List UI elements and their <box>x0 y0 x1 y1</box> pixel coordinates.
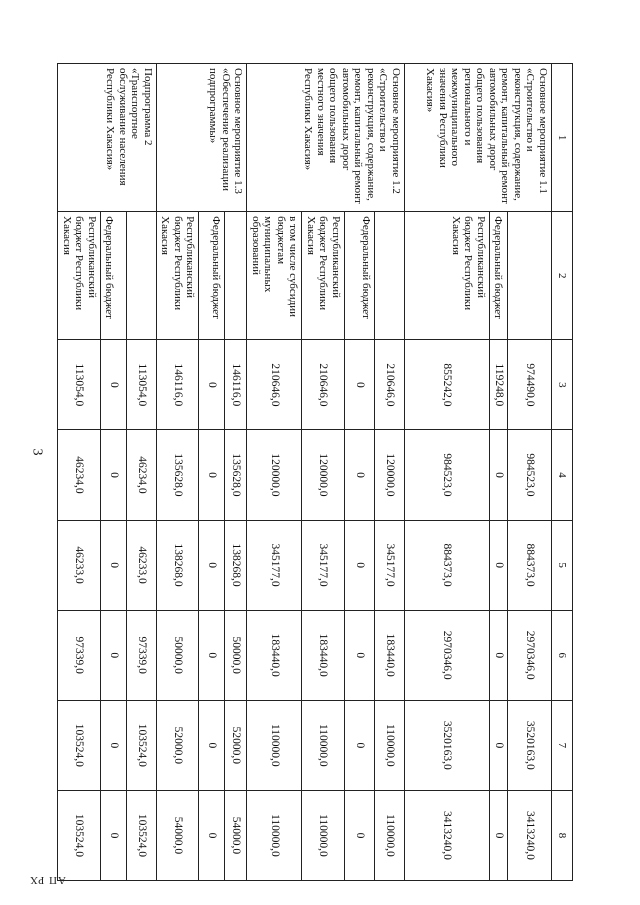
value-cell: 884373,0 <box>405 520 490 610</box>
value-cell: 0 <box>101 520 127 610</box>
value-cell: 183440,0 <box>247 610 302 700</box>
subprogram-name: Подпрограмма 2 «Транспортное обслуживание населения Республики Хакасия» <box>58 64 157 212</box>
value-cell: 52000,0 <box>157 700 200 790</box>
value-cell: 3413240,0 <box>508 790 552 880</box>
value-cell: 3520163,0 <box>405 700 490 790</box>
funding-source: Республиканский бюджет Республики Хакасия <box>157 212 200 340</box>
value-cell: 210646,0 <box>247 340 302 430</box>
value-cell: 2970346,0 <box>405 610 490 700</box>
value-cell: 984523,0 <box>508 430 552 520</box>
value-cell: 50000,0 <box>225 610 247 700</box>
value-cell: 0 <box>199 520 225 610</box>
funding-source <box>127 212 157 340</box>
value-cell: 974490,0 <box>508 340 552 430</box>
value-cell: 46234,0 <box>58 430 101 520</box>
activity-name: Основное мероприятие 1.2 «Строительство и реконструкция, содержание, ремонт, капитальный ремонт автомобильных дорог общего пользования местного значения Республики Хакасия» <box>247 64 405 212</box>
page-number: 3 <box>29 448 45 456</box>
table-row <box>508 64 552 881</box>
funding-source <box>508 212 552 340</box>
table-row <box>127 64 157 881</box>
funding-source: Федеральный бюджет <box>199 212 225 340</box>
value-cell: 0 <box>490 700 508 790</box>
value-cell: 0 <box>345 790 375 880</box>
budget-table <box>58 63 574 881</box>
value-cell: 135628,0 <box>157 430 200 520</box>
value-cell: 146116,0 <box>225 340 247 430</box>
value-cell: 110000,0 <box>247 790 302 880</box>
funding-source <box>225 212 247 340</box>
value-cell: 138268,0 <box>225 520 247 610</box>
rotated-table-container <box>61 63 573 881</box>
value-cell: 210646,0 <box>302 340 345 430</box>
value-cell: 103524,0 <box>127 790 157 880</box>
value-cell: 119248,0 <box>490 340 508 430</box>
value-cell: 0 <box>345 430 375 520</box>
value-cell: 0 <box>345 340 375 430</box>
header-col-4: 4 <box>552 430 573 520</box>
value-cell: 110000,0 <box>375 790 405 880</box>
value-cell: 0 <box>490 520 508 610</box>
value-cell: 0 <box>101 430 127 520</box>
value-cell: 46233,0 <box>127 520 157 610</box>
funding-source: Федеральный бюджет <box>490 212 508 340</box>
value-cell: 138268,0 <box>157 520 200 610</box>
value-cell: 0 <box>101 610 127 700</box>
table-row <box>225 64 247 881</box>
header-col-8: 8 <box>552 790 573 880</box>
value-cell: 0 <box>490 790 508 880</box>
value-cell: 46234,0 <box>127 430 157 520</box>
value-cell: 884373,0 <box>508 520 552 610</box>
value-cell: 110000,0 <box>375 700 405 790</box>
header-col-7: 7 <box>552 700 573 790</box>
value-cell: 52000,0 <box>225 700 247 790</box>
header-col-5: 5 <box>552 520 573 610</box>
value-cell: 97339,0 <box>127 610 157 700</box>
funding-source: Республиканский бюджет Республики Хакасия <box>405 212 490 340</box>
value-cell: 103524,0 <box>127 700 157 790</box>
activity-name: Основное мероприятие 1.1 «Строительство и реконструкция, содержание, ремонт, капитальный ремонт автомобильных дорог общего пользования регионального и межмуниципального значения Республики Хакасия» <box>405 64 552 212</box>
funding-source: Федеральный бюджет <box>101 212 127 340</box>
value-cell: 3520163,0 <box>508 700 552 790</box>
funding-source <box>375 212 405 340</box>
value-cell: 120000,0 <box>375 430 405 520</box>
header-col-3: 3 <box>552 340 573 430</box>
value-cell: 0 <box>345 700 375 790</box>
value-cell: 0 <box>490 430 508 520</box>
value-cell: 183440,0 <box>375 610 405 700</box>
value-cell: 146116,0 <box>157 340 200 430</box>
value-cell: 110000,0 <box>247 700 302 790</box>
value-cell: 345177,0 <box>302 520 345 610</box>
header-col-2: 2 <box>552 212 573 340</box>
value-cell: 0 <box>101 340 127 430</box>
value-cell: 183440,0 <box>302 610 345 700</box>
header-col-6: 6 <box>552 610 573 700</box>
value-cell: 0 <box>345 610 375 700</box>
value-cell: 113054,0 <box>58 340 101 430</box>
funding-source: в том числе субсидии бюджетам муниципальных образований <box>247 212 302 340</box>
header-col-1: 1 <box>552 64 573 212</box>
value-cell: 210646,0 <box>375 340 405 430</box>
value-cell: 984523,0 <box>405 430 490 520</box>
table-row <box>375 64 405 881</box>
value-cell: 0 <box>101 790 127 880</box>
value-cell: 54000,0 <box>225 790 247 880</box>
value-cell: 54000,0 <box>157 790 200 880</box>
value-cell: 0 <box>199 700 225 790</box>
value-cell: 0 <box>199 340 225 430</box>
value-cell: 97339,0 <box>58 610 101 700</box>
value-cell: 0 <box>199 430 225 520</box>
value-cell: 345177,0 <box>247 520 302 610</box>
activity-name: Основное мероприятие 1.3 «Обеспечение реализации подпрограммы» <box>157 64 248 212</box>
value-cell: 113054,0 <box>127 340 157 430</box>
value-cell: 50000,0 <box>157 610 200 700</box>
value-cell: 110000,0 <box>302 790 345 880</box>
value-cell: 0 <box>101 700 127 790</box>
funding-source: Республиканский бюджет Республики Хакасия <box>58 212 101 340</box>
value-cell: 855242,0 <box>405 340 490 430</box>
value-cell: 110000,0 <box>302 700 345 790</box>
value-cell: 135628,0 <box>225 430 247 520</box>
value-cell: 103524,0 <box>58 700 101 790</box>
value-cell: 2970346,0 <box>508 610 552 700</box>
archive-stamp: АП РХ <box>29 874 66 886</box>
value-cell: 0 <box>199 790 225 880</box>
value-cell: 120000,0 <box>302 430 345 520</box>
value-cell: 0 <box>199 610 225 700</box>
value-cell: 345177,0 <box>375 520 405 610</box>
funding-source: Федеральный бюджет <box>345 212 375 340</box>
value-cell: 103524,0 <box>58 790 101 880</box>
value-cell: 46233,0 <box>58 520 101 610</box>
funding-source: Республиканский бюджет Республики Хакасия <box>302 212 345 340</box>
value-cell: 0 <box>490 610 508 700</box>
value-cell: 120000,0 <box>247 430 302 520</box>
header-row <box>552 64 573 881</box>
value-cell: 0 <box>345 520 375 610</box>
value-cell: 3413240,0 <box>405 790 490 880</box>
